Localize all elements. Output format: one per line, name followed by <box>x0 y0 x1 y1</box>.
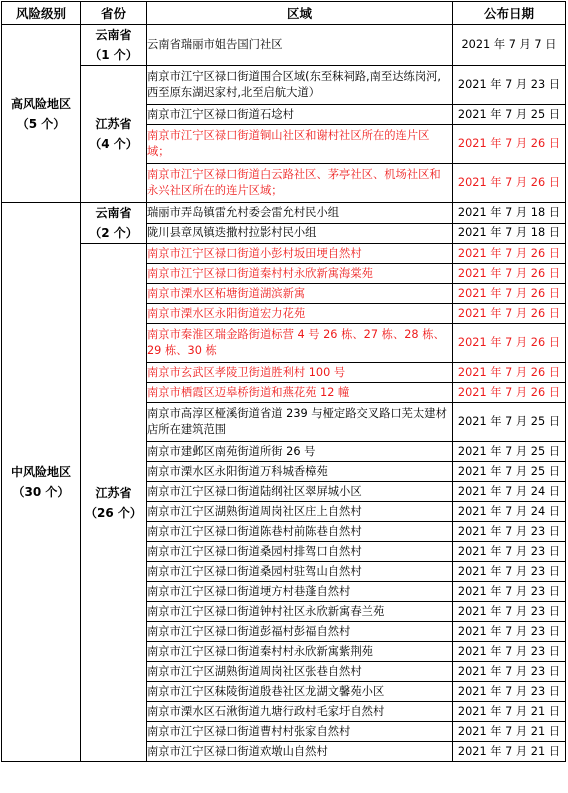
area-region: 南京市建邺区南苑街道所街 26 号 <box>147 442 453 462</box>
province-cell <box>81 244 147 762</box>
area-date: 2021 年 7 月 26 日 <box>453 125 566 164</box>
area-region: 南京市栖霞区迈皋桥街道和燕花苑 12 幢 <box>147 383 453 403</box>
area-region: 南京市江宁区湖熟街道周岗社区张巷自然村 <box>147 662 453 682</box>
area-region: 南京市江宁区禄口街道秦村村永欣新寓海棠苑 <box>147 264 453 284</box>
area-date: 2021 年 7 月 23 日 <box>453 66 566 105</box>
area-region: 南京市江宁区禄口街道曹村村张家自然村 <box>147 722 453 742</box>
header-level: 风险级别 <box>2 2 81 25</box>
area-date: 2021 年 7 月 23 日 <box>453 602 566 622</box>
area-region: 云南省瑞丽市姐告国门社区 <box>147 25 453 66</box>
area-region: 南京市江宁区湖熟街道周岗社区庄上自然村 <box>147 502 453 522</box>
area-date: 2021 年 7 月 23 日 <box>453 662 566 682</box>
area-date: 2021 年 7 月 26 日 <box>453 304 566 324</box>
area-region: 南京市江宁区秣陵街道殷巷社区龙湖文馨苑小区 <box>147 682 453 702</box>
area-region: 南京市江宁区禄口街道钟村社区永欣新寓春兰苑 <box>147 602 453 622</box>
area-date: 2021 年 7 月 26 日 <box>453 164 566 203</box>
area-region: 南京市江宁区禄口街道桑园村排驾口自然村 <box>147 542 453 562</box>
area-date: 2021 年 7 月 23 日 <box>453 682 566 702</box>
province-name: 云南省 <box>95 28 132 42</box>
area-region: 南京市江宁区禄口街道围合区域(东至秣祠路,南至达练岗河,西至原东湖迟家村,北至启航大道） <box>147 66 453 105</box>
area-date: 2021 年 7 月 7 日 <box>453 25 566 66</box>
area-date: 2021 年 7 月 23 日 <box>453 622 566 642</box>
area-region: 南京市溧水区永阳街道万科城香樟苑 <box>147 462 453 482</box>
area-date: 2021 年 7 月 21 日 <box>453 722 566 742</box>
area-date: 2021 年 7 月 26 日 <box>453 324 566 363</box>
area-date: 2021 年 7 月 26 日 <box>453 363 566 383</box>
area-date: 2021 年 7 月 18 日 <box>453 203 566 224</box>
area-date: 2021 年 7 月 23 日 <box>453 582 566 602</box>
area-date: 2021 年 7 月 23 日 <box>453 522 566 542</box>
area-region: 南京市高淳区桠溪街道省道 239 与桠定路交叉路口芜太建材店所在建筑范围 <box>147 403 453 442</box>
area-date: 2021 年 7 月 25 日 <box>453 105 566 125</box>
area-date: 2021 年 7 月 23 日 <box>453 542 566 562</box>
area-region: 南京市秦淮区瑞金路街道标营 4 号 26 栋、27 栋、28 栋、29 栋、30 栋 <box>147 324 453 363</box>
province-cell <box>81 66 147 203</box>
area-region: 南京市江宁区禄口街道陈巷村前陈巷自然村 <box>147 522 453 542</box>
area-date: 2021 年 7 月 26 日 <box>453 383 566 403</box>
area-region: 南京市江宁区禄口街道石埝村 <box>147 105 453 125</box>
province-name: 云南省 <box>95 206 132 220</box>
area-date: 2021 年 7 月 21 日 <box>453 742 566 762</box>
risk-level-cell <box>2 203 81 762</box>
area-region: 瑞丽市弄岛镇雷允村委会雷允村民小组 <box>147 203 453 224</box>
area-row <box>2 244 566 264</box>
area-region: 南京市江宁区禄口街道秦村村永欣新寓紫荆苑 <box>147 642 453 662</box>
province-cell <box>81 203 147 244</box>
area-date: 2021 年 7 月 25 日 <box>453 403 566 442</box>
area-date: 2021 年 7 月 24 日 <box>453 482 566 502</box>
risk-area-table <box>1 1 566 762</box>
area-date: 2021 年 7 月 26 日 <box>453 284 566 304</box>
risk-level-count: （30 个） <box>12 485 70 499</box>
area-date: 2021 年 7 月 23 日 <box>453 642 566 662</box>
area-region: 南京市江宁区禄口街道彭福村彭福自然村 <box>147 622 453 642</box>
header-province: 省份 <box>81 2 147 25</box>
province-count: （2 个） <box>89 226 138 240</box>
area-date: 2021 年 7 月 26 日 <box>453 244 566 264</box>
risk-level-cell <box>2 25 81 203</box>
area-region: 南京市江宁区禄口街道白云路社区、茅亭社区、机场社区和永兴社区所在的连片区域； <box>147 164 453 203</box>
area-region: 南京市玄武区孝陵卫街道胜利村 100 号 <box>147 363 453 383</box>
area-date: 2021 年 7 月 25 日 <box>453 462 566 482</box>
area-region: 南京市江宁区禄口街道陆纲社区翠屏城小区 <box>147 482 453 502</box>
province-count: （26 个） <box>85 505 142 520</box>
province-count: （1 个） <box>89 48 138 62</box>
header-row <box>2 2 566 25</box>
area-date: 2021 年 7 月 18 日 <box>453 223 566 244</box>
province-cell <box>81 25 147 66</box>
header-region: 区域 <box>147 2 453 25</box>
area-region: 南京市溧水区柘塘街道湖滨新寓 <box>147 284 453 304</box>
risk-level-label: 中风险地区 <box>10 465 71 479</box>
area-date: 2021 年 7 月 24 日 <box>453 502 566 522</box>
area-region: 陇川县章凤镇迭撒村拉影村民小组 <box>147 223 453 244</box>
area-region: 南京市溧水区永阳街道宏力花苑 <box>147 304 453 324</box>
area-date: 2021 年 7 月 23 日 <box>453 562 566 582</box>
area-region: 南京市江宁区禄口街道欢墩山自然村 <box>147 742 453 762</box>
area-region: 南京市江宁区禄口街道铜山社区和谢村社区所在的连片区域； <box>147 125 453 164</box>
area-date: 2021 年 7 月 25 日 <box>453 442 566 462</box>
area-region: 南京市江宁区禄口街道桑园村驻驾山自然村 <box>147 562 453 582</box>
area-date: 2021 年 7 月 21 日 <box>453 702 566 722</box>
area-region: 南京市江宁区禄口街道小彭村坂田埂自然村 <box>147 244 453 264</box>
area-row <box>2 66 566 105</box>
header-date: 公布日期 <box>453 2 566 25</box>
province-name: 江苏省 <box>95 117 132 131</box>
province-name: 江苏省 <box>95 485 132 500</box>
area-region: 南京市溧水区石湫街道九塘行政村毛家圩自然村 <box>147 702 453 722</box>
area-region: 南京市江宁区禄口街道埂方村巷蓬自然村 <box>147 582 453 602</box>
risk-level-label: 高风险地区 <box>10 96 71 111</box>
area-row <box>2 203 566 224</box>
area-date: 2021 年 7 月 26 日 <box>453 264 566 284</box>
province-count: （4 个） <box>89 137 138 151</box>
risk-level-count: （5 个） <box>16 116 66 131</box>
area-row <box>2 25 566 66</box>
